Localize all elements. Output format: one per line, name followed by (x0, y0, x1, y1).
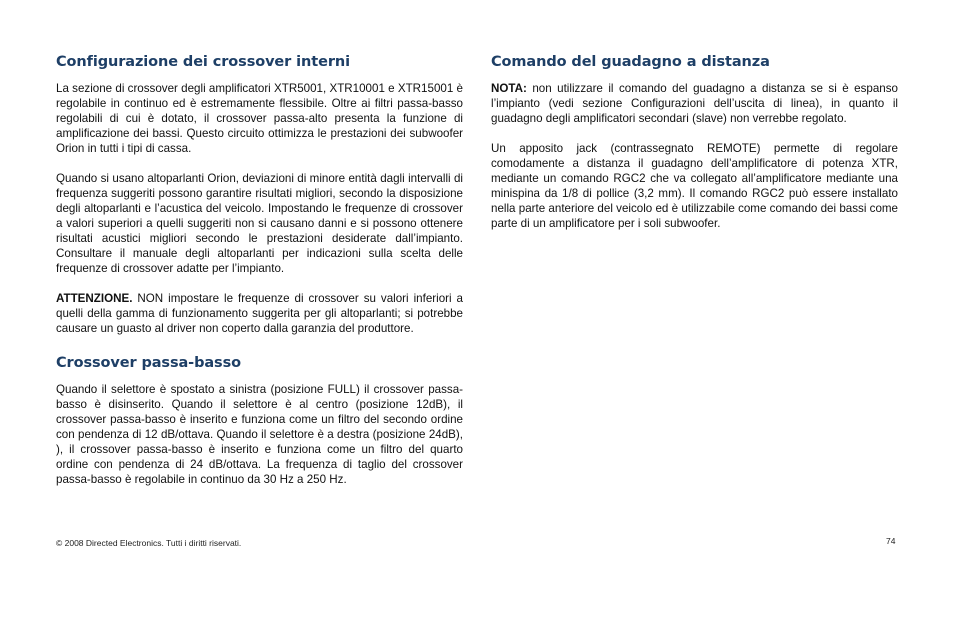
paragraph: La sezione di crossover degli amplificatori XTR5001, XTR10001 e XTR15001 è regolabile in continuo ed è estremamente flessibile. Oltre ai filtri passa-basso regolabili di cui è dotato, il crossover passa-alto presenta la funzione di amplificazione dei bassi. Questo circuito ottimizza le prestazioni dei subwoofer Orion in tutti i tipi di cassa. (56, 82, 463, 155)
left-column (56, 52, 463, 502)
section-lowpass-crossover (56, 353, 463, 487)
right-column (491, 52, 898, 246)
section-heading: Crossover passa-basso (56, 355, 241, 371)
warning-text: NON impostare le frequenze di crossover su valori inferiori a quelli della gamma di funzionamento suggerita per gli altoparlanti; si potrebbe causare un guasto al driver non coperto dalla garanzia del produttore. (56, 292, 463, 335)
note-label: NOTA: (491, 82, 527, 95)
paragraph: Quando si usano altoparlanti Orion, deviazioni di minore entità dagli intervalli di frequenza suggeriti possono garantire risultati migliori, secondo la disposizione degli altoparlanti e l’acustica del veicolo. Impostando le frequenze di crossover a valori superiori a quelli suggeriti non si causano danni e si possono ottenere risultati acustici migliori secondo le prestazioni desiderate dall’impianto. Consultare il manuale degli altoparlanti per indicazioni sulla scelta delle frequenze di crossover adatte per l’impianto. (56, 172, 463, 275)
page-number: 74 (886, 536, 896, 546)
warning-label: ATTENZIONE. (56, 292, 133, 305)
warning-paragraph (56, 291, 463, 336)
note-text: non utilizzare il comando del guadagno a distanza se si è espanso l’impianto (vedi sezione Configurazioni dell’uscita di linea), in quanto il guadagno degli amplificatori secondari (slave) non verrebbe regolato. (491, 82, 898, 125)
section-heading: Comando del guadagno a distanza (491, 54, 770, 70)
section-internal-crossover (56, 52, 463, 336)
paragraph: Quando il selettore è spostato a sinistra (posizione FULL) il crossover passa-basso è disinserito. Quando il selettore è al centro (posizione 12dB), il crossover passa-basso è inserito e funziona come un filtro del secondo ordine con pendenza di 12 dB/ottava. Quando il selettore è a destra (posizione 24dB), ), il crossover passa-basso è inserito e funziona come un filtro del quarto ordine con pendenza di 24 dB/ottava. La frequenza di taglio del crossover passa-basso è regolabile in continuo da 30 Hz a 250 Hz. (56, 383, 463, 486)
paragraph: Un apposito jack (contrassegnato REMOTE) permette di regolare comodamente a distanza il guadagno dell’amplificatore di potenza XTR, mediante un comando RGC2 che va collegato all’amplificatore mediante una minispina da 1/8 di pollice (3,2 mm). Il comando RGC2 può essere installato nella parte anteriore del veicolo ed è utilizzabile come comando dei bassi come parte di un amplificatore per i soli subwoofer. (491, 142, 898, 230)
note-paragraph (491, 81, 898, 126)
section-heading: Configurazione dei crossover interni (56, 54, 350, 70)
copyright-footer: © 2008 Directed Electronics. Tutti i diritti riservati. (56, 538, 242, 548)
section-remote-gain (491, 52, 898, 231)
